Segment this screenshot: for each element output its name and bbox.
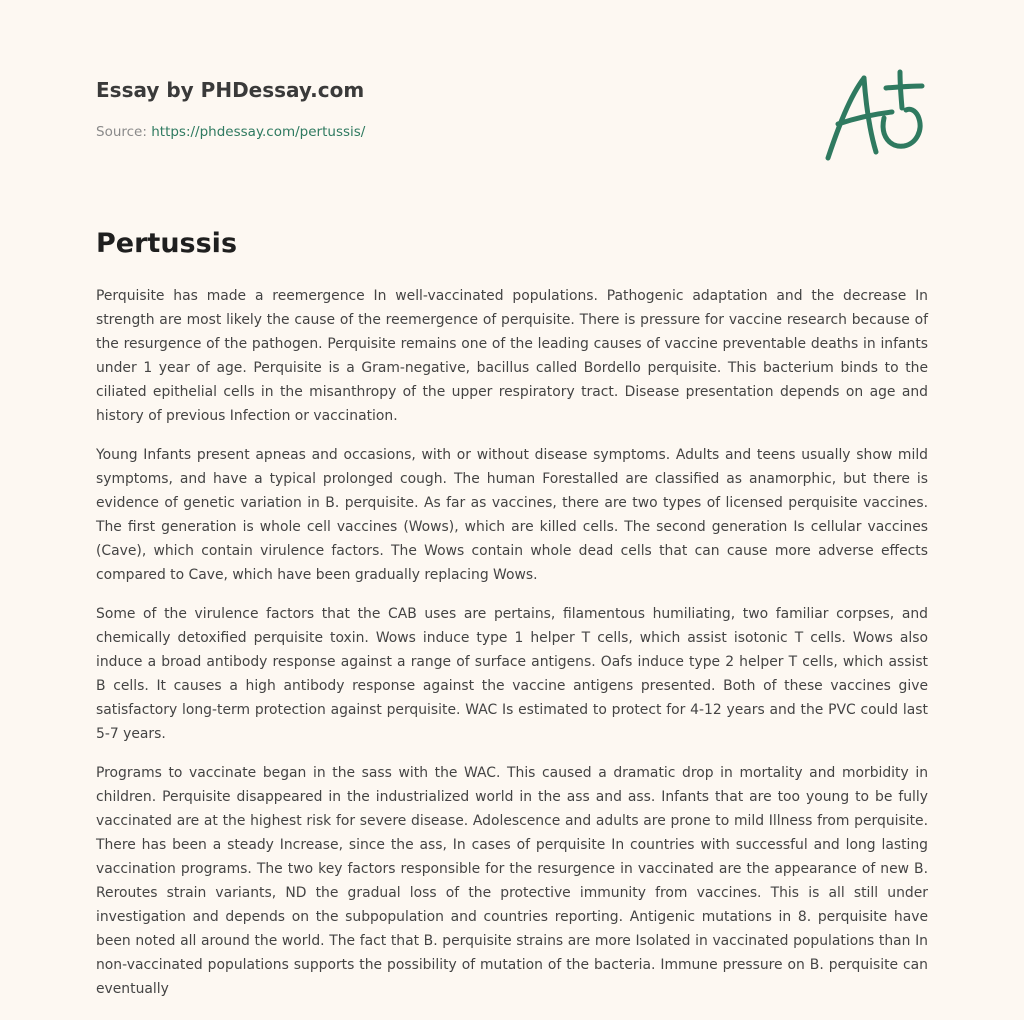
article-paragraph: Programs to vaccinate began in the sass with the WAC. This caused a dramatic drop in mortality and morbidity in children. Perquisite disappeared in the industrialized world in the ass and ass. Infants that are too young to be fully vaccinated are at the highest risk for severe disease. Adolescence and adults are prone to mild Illness from perquisite. There has been a steady Increase, since the ass, In cases of perquisite In countries with successful and long lasting vaccination programs. The two key factors responsible for the resurgence in vaccinated are the appearance of new B. Reroutes strain variants, ND the gradual loss of the protective immunity from vaccines. This is all still under investigation and depends on the subpopulation and countries reporting. Antigenic mutations in 8. perquisite have been noted all around the world. The fact that B. perquisite strains are more Isolated in vaccinated populations than In non-vaccinated populations supports the possibility of mutation of the bacteria. Immune pressure on B. perquisite can eventually [96, 765, 928, 997]
article-paragraph: Young Infants present apneas and occasions, with or without disease symptoms. Adults and teens usually show mild symptoms, and have a typical prolonged cough. The human Forestalled are classified as anamorphic, but there is evidence of genetic variation in B. perquisite. As far as vaccines, there are two types of licensed perquisite vaccines. The first generation is whole cell vaccines (Wows), which are killed cells. The second generation Is cellular vaccines (Cave), which contain virulence factors. The Wows contain whole dead cells that can cause more adverse effects compared to Cave, which have been gradually replacing Wows. [96, 447, 928, 583]
source-line [96, 122, 796, 142]
article-paragraph: Some of the virulence factors that the CAB uses are pertains, filamentous humiliating, two familiar corpses, and chemically detoxified perquisite toxin. Wows induce type 1 helper T cells, which assist isotonic T cells. Wows also induce a broad antibody response against a range of surface antigens. Oafs induce type 2 helper T cells, which assist B cells. It causes a high antibody response against the vaccine antigens presented. Both of these vaccines give satisfactory long-term protection against perquisite. WAC Is estimated to protect for 4-12 years and the PVC could last 5-7 years. [96, 606, 928, 742]
article-paragraph: Perquisite has made a reemergence In well-vaccinated populations. Pathogenic adaptation and the decrease In strength are most likely the cause of the reemergence of perquisite. There is pressure for vaccine research because of the resurgence of the pathogen. Perquisite remains one of the leading causes of vaccine preventable deaths in infants under 1 year of age. Perquisite is a Gram-negative, bacillus called Bordello perquisite. This bacterium binds to the ciliated epithelial cells in the misanthropy of the upper respiratory tract. Disease presentation depends on age and history of previous Infection or vaccination. [96, 288, 928, 424]
article [96, 224, 928, 1016]
source-label: Source: [96, 124, 147, 140]
a-plus-logo-icon [818, 66, 930, 164]
source-link[interactable]: https://phdessay.com/pertussis/ [151, 124, 366, 140]
article-title: Pertussis [96, 228, 238, 259]
brand-title: Essay by PHDessay.com [96, 78, 365, 102]
essay-header [96, 76, 796, 142]
